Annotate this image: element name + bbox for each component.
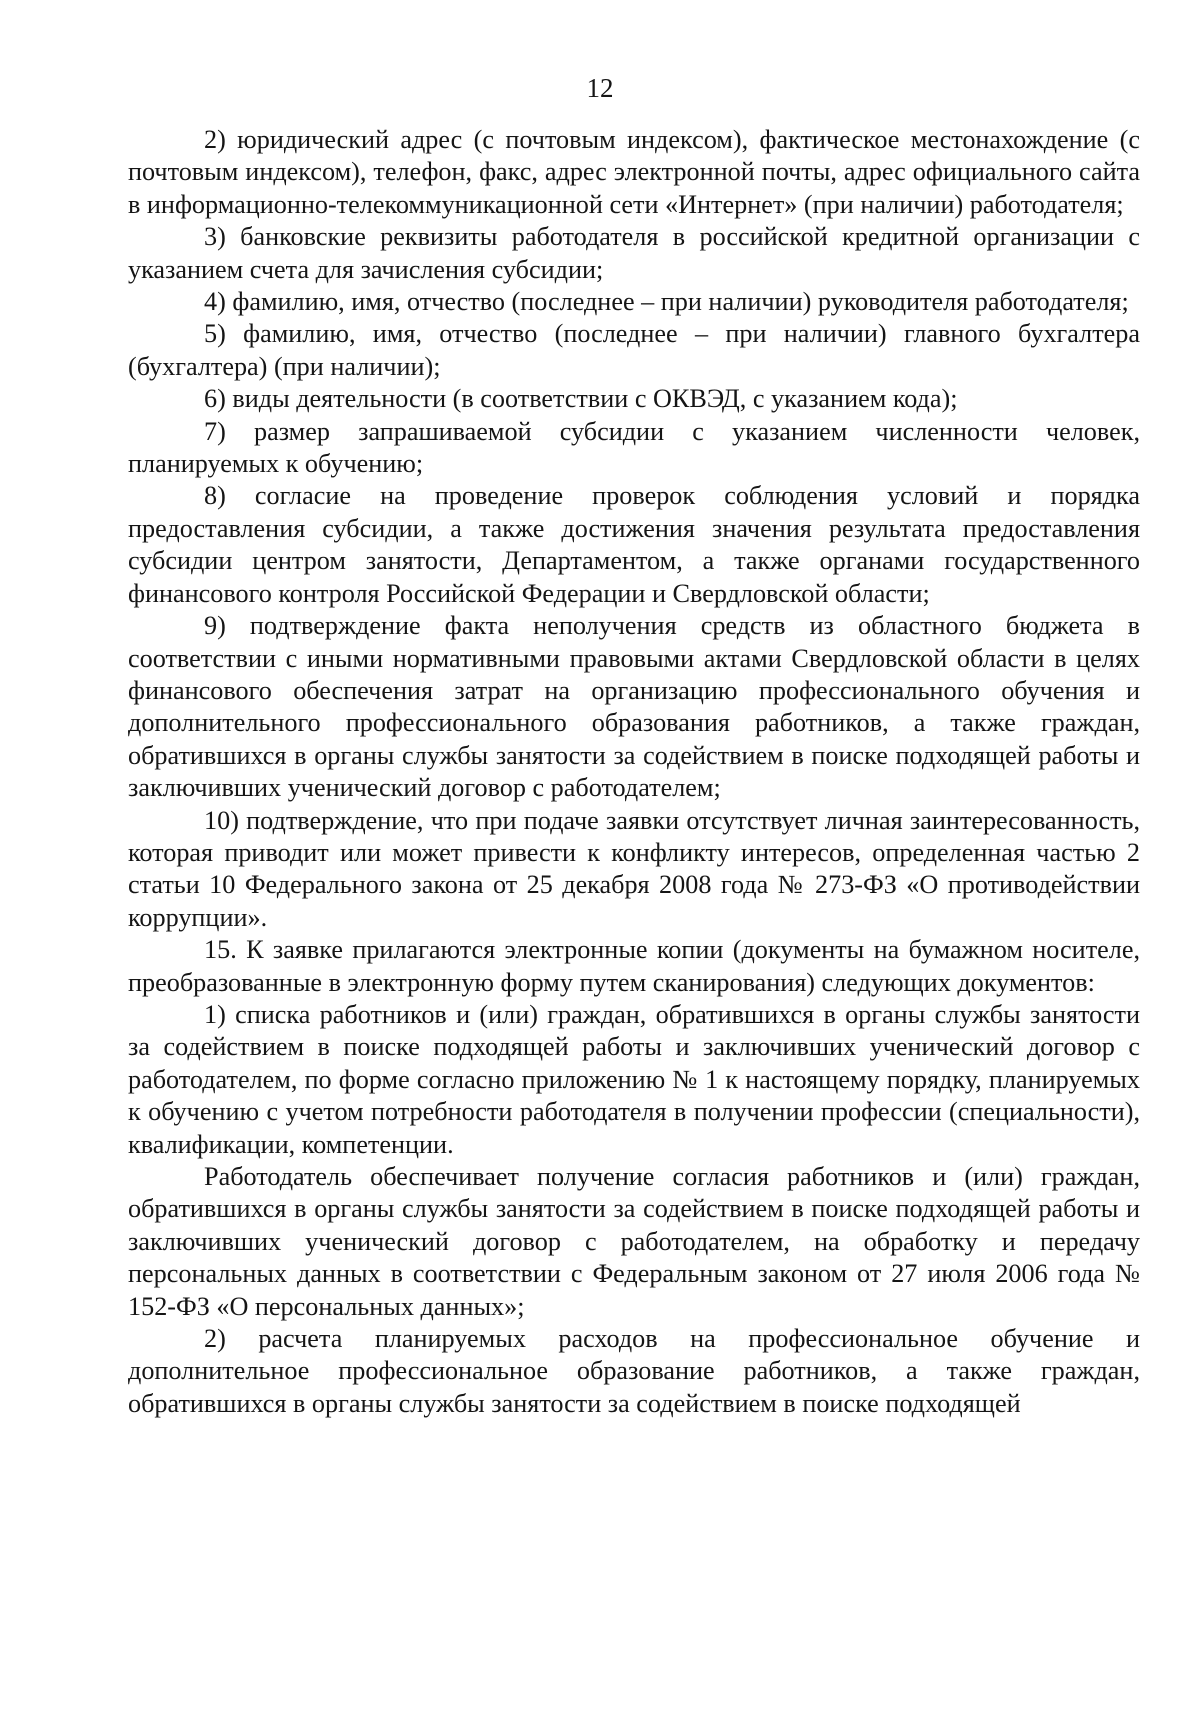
paragraph-item-2-legal-address: 2) юридический адрес (с почтовым индексом), фактическое местонахождение (с почтовым индексом), телефон, факс, адрес электронной почты, адрес официального сайта в информационно-телекоммуникационной сети «Интернет» (при наличии) работодателя;	[128, 125, 1140, 219]
paragraph-item-9-no-funding-confirmation: 9) подтверждение факта неполучения средств из областного бюджета в соответствии с иными нормативными правовыми актами Свердловской области в целях финансового обеспечения затрат на организацию профессионального обучения и дополнительного профессионального образования работников, а также граждан, обратившихся в органы службы занятости за содействием в поиске подходящей работы и заключивших ученический договор с работодателем;	[128, 611, 1140, 803]
paragraph-item-6-activity-types: 6) виды деятельности (в соответствии с ОКВЭД, с указанием кода);	[204, 384, 958, 414]
paragraph-attachment-1-employee-list: 1) списка работников и (или) граждан, обратившихся в органы службы занятости за содействием в поиске подходящей работы и заключивших ученический договор с работодателем, по форме согласно приложению № 1 к настоящему порядку, планируемых к обучению с учетом потребности работодателя в получении профессии (специальности), квалификации, компетенции.	[128, 999, 1140, 1159]
paragraph-personal-data-consent: Работодатель обеспечивает получение согласия работников и (или) граждан, обратившихся в органы службы занятости за содействием в поиске подходящей работы и заключивших ученический договор с работодателем, на обработку и передачу персональных данных в соответствии с Федеральным законом от 27 июля 2006 года № 152-ФЗ «О персональных данных»;	[128, 1162, 1140, 1321]
paragraph-section-15-attachments: 15. К заявке прилагаются электронные копии (документы на бумажном носителе, преобразованные в электронную форму путем сканирования) следующих документов:	[128, 935, 1140, 997]
paragraph-item-3-bank-details: 3) банковские реквизиты работодателя в российской кредитной организации с указанием счета для зачисления субсидии;	[128, 222, 1140, 284]
page-number: 12	[586, 73, 614, 103]
paragraph-item-7-subsidy-amount: 7) размер запрашиваемой субсидии с указанием численности человек, планируемых к обучению;	[128, 416, 1140, 479]
paragraph-item-8-inspection-consent: 8) согласие на проведение проверок соблюдения условий и порядка предоставления субсидии, а также достижения значения результата предоставления субсидии центром занятости, Департаментом, а также органами государственного финансового контроля Российской Федерации и Свердловской области;	[128, 481, 1140, 608]
document-body	[128, 124, 1140, 1420]
paragraph-item-10-no-conflict-confirmation: 10) подтверждение, что при подаче заявки отсутствует личная заинтересованность, которая приводит или может привести к конфликту интересов, определенная частью 2 статьи 10 Федерального закона от 25 декабря 2008 года № 273-ФЗ «О противодействии коррупции».	[128, 805, 1140, 932]
paragraph-item-5-accountant-name: 5) фамилию, имя, отчество (последнее – при наличии) главного бухгалтера (бухгалтера) (при наличии);	[128, 319, 1140, 381]
paragraph-attachment-2-cost-estimate: 2) расчета планируемых расходов на профессиональное обучение и дополнительное профессиональное образование работников, а также граждан, обратившихся в органы службы занятости за содействием в поиске подходящей	[128, 1324, 1140, 1418]
paragraph-item-4-head-name: 4) фамилию, имя, отчество (последнее – при наличии) руководителя работодателя;	[204, 287, 1129, 317]
